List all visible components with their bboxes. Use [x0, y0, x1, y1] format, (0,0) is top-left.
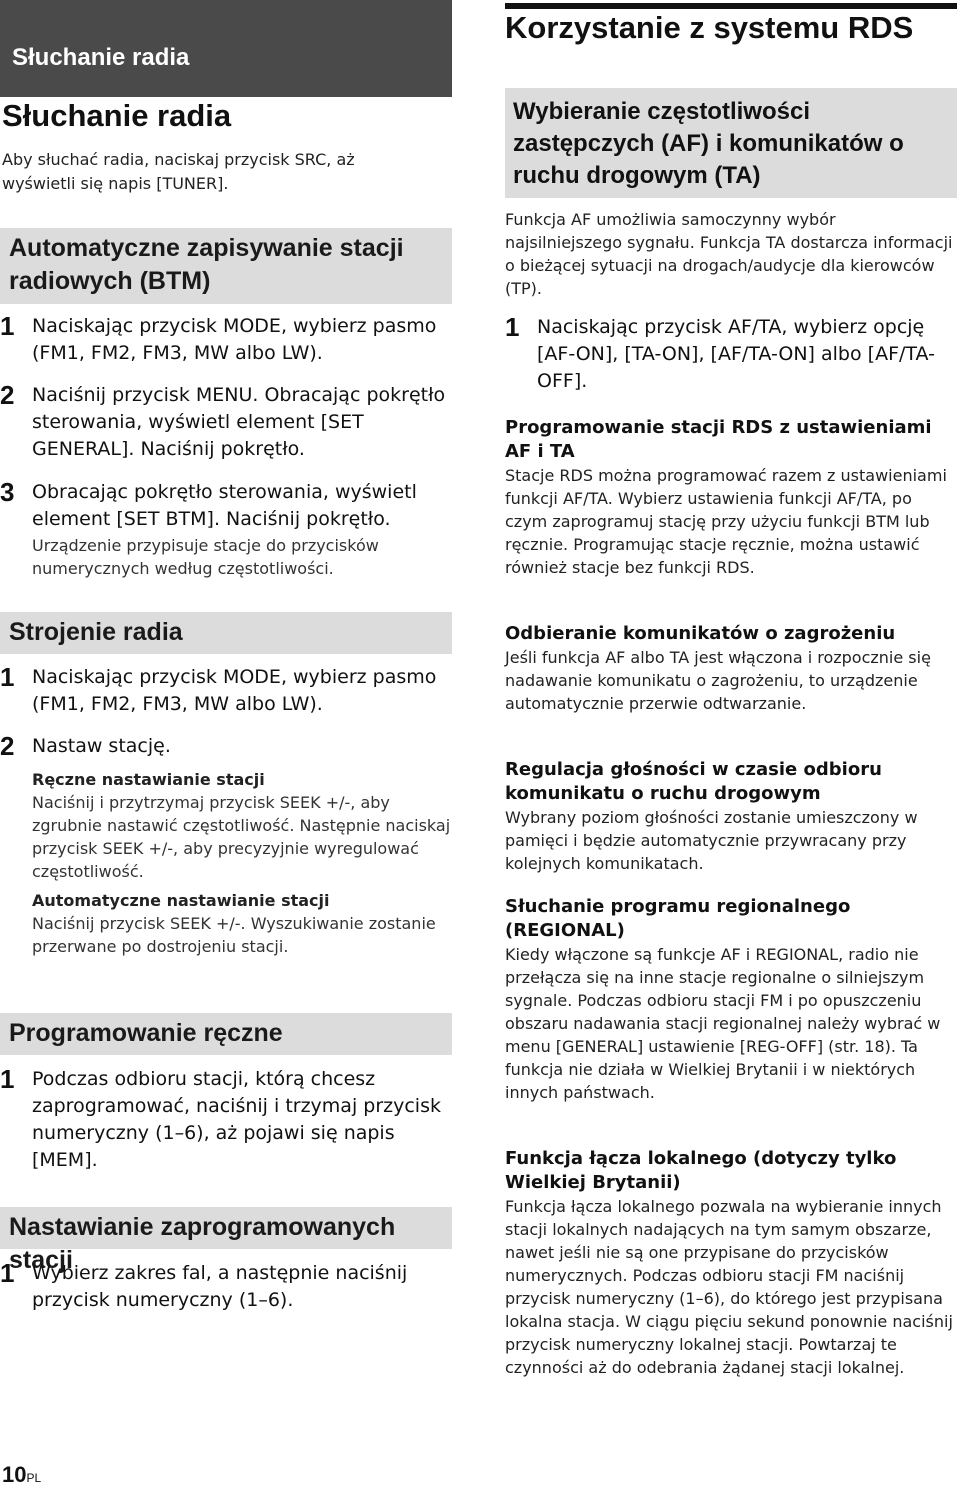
step-text: Naciskając przycisk AF/TA, wybierz opcję [AF-ON], [TA-ON], [AF/TA-ON] albo [AF/TA-OFF].	[537, 316, 935, 392]
page-language: PL	[26, 1471, 42, 1485]
section-tab-label: Słuchanie radia	[12, 44, 190, 71]
rds-section-title-1: Programowanie stacji RDS z ustawieniami AF i TA	[505, 417, 932, 462]
rds-intro: Funkcja AF umożliwia samoczynny wybór najsilniejszego sygnału. Funkcja TA dostarcza informacji o bieżącej sytuacji na drogach/audycje dla kierowców (TP).	[505, 210, 953, 298]
page-title: Słuchanie radia	[2, 98, 232, 133]
step-number: 1	[0, 1258, 15, 1288]
rds-section-text-4: Kiedy włączone są funkcje AF i REGIONAL, radio nie przełącza się na inne stacje regionalne o silniejszym sygnale. Podczas odbioru stacji FM i po opuszczeniu obszaru nadawania stacji regionalnej należy wybrać w menu [GENERAL] ustawienie [REG-OFF] (str. 18). Ta funkcja nie działa w Wielkiej Brytanii i w niektórych innych państwach.	[505, 945, 941, 1102]
step-text: Nastaw stację.	[32, 735, 171, 757]
manual-prog-heading: Programowanie ręczne	[0, 1013, 452, 1055]
step-text: Obracając pokrętło sterowania, wyświetl element [SET BTM]. Naciśnij pokrętło.	[32, 481, 417, 530]
step-text: Naciskając przycisk MODE, wybierz pasmo (FM1, FM2, FM3, MW albo LW).	[32, 666, 437, 715]
rds-box-heading: Wybieranie częstotliwości zastępczych (AF) i komunikatów o ruchu drogowym (TA)	[505, 88, 957, 198]
btm-note: Urządzenie przypisuje stacje do przycisków numerycznych według częstotliwości.	[32, 536, 379, 578]
auto-tuning-title: Automatyczne nastawianie stacji	[32, 891, 330, 910]
rds-section-title-4: Słuchanie programu regionalnego (REGIONAL)	[505, 896, 851, 941]
section-tab	[0, 0, 452, 97]
step-number: 3	[0, 477, 15, 507]
rds-section-text-2: Jeśli funkcja AF albo TA jest włączona i rozpocznie się nadawanie komunikatu o zagrożeniu, to urządzenie automatycznie przerwie odtwarzanie.	[505, 648, 931, 713]
step-number: 1	[0, 1064, 15, 1094]
rds-section-title-3: Regulacja głośności w czasie odbioru komunikatu o ruchu drogowym	[505, 759, 882, 804]
step-number: 1	[0, 311, 15, 341]
step-number: 2	[0, 731, 15, 761]
tuning-heading: Strojenie radia	[0, 612, 452, 654]
preset-heading: Nastawianie zaprogramowanych stacji	[0, 1207, 452, 1249]
rds-section-text-1: Stacje RDS można programować razem z ustawieniami funkcji AF/TA. Wybierz ustawienia funkcji AF/TA, po czym zaprogramuj stację przy użyciu funkcji BTM lub ręcznie. Programując stacje ręcznie, można ustawić również stacje bez funkcji RDS.	[505, 466, 947, 577]
step-number: 2	[0, 380, 15, 410]
rds-section-text-3: Wybrany poziom głośności zostanie umieszczony w pamięci i będzie automatycznie przywracany przy kolejnych komunikatach.	[505, 808, 918, 873]
step-text: Wybierz zakres fal, a następnie naciśnij przycisk numeryczny (1–6).	[32, 1262, 408, 1311]
step-text: Naciskając przycisk MODE, wybierz pasmo (FM1, FM2, FM3, MW albo LW).	[32, 315, 437, 364]
step-number: 1	[0, 662, 15, 692]
auto-tuning-text: Naciśnij przycisk SEEK +/-. Wyszukiwanie zostanie przerwane po dostrojeniu stacji.	[32, 914, 436, 956]
intro-text: Aby słuchać radia, naciskaj przycisk SRC, aż wyświetli się napis [TUNER].	[2, 150, 355, 193]
step-text: Naciśnij przycisk MENU. Obracając pokrętło sterowania, wyświetl element [SET GENERAL]. Naciśnij pokrętło.	[32, 384, 446, 460]
page-number	[2, 1462, 41, 1488]
rds-section-title-5: Funkcja łącza lokalnego (dotyczy tylko Wielkiej Brytanii)	[505, 1148, 897, 1193]
rds-section-title-2: Odbieranie komunikatów o zagrożeniu	[505, 623, 896, 644]
step-text: Podczas odbioru stacji, którą chcesz zaprogramować, naciśnij i trzymaj przycisk numeryczny (1–6), aż pojawi się napis [MEM].	[32, 1068, 441, 1171]
rds-title: Korzystanie z systemu RDS	[505, 10, 914, 45]
manual-tuning-title: Ręczne nastawianie stacji	[32, 770, 265, 789]
step-number: 1	[505, 312, 520, 342]
title-rule	[505, 3, 957, 9]
manual-tuning-text: Naciśnij i przytrzymaj przycisk SEEK +/-, aby zgrubnie nastawić częstotliwość. Następnie naciskaj przycisk SEEK +/-, aby precyzyjnie wyregulować częstotliwość.	[32, 793, 451, 881]
btm-heading: Automatyczne zapisywanie stacji radiowych (BTM)	[0, 228, 452, 304]
page-number-value: 10	[2, 1462, 27, 1487]
rds-section-text-5: Funkcja łącza lokalnego pozwala na wybieranie innych stacji lokalnych nadających na tym samym obszarze, nawet jeśli nie są one przypisane do przycisków numerycznych. Podczas odbioru stacji FM naciśnij przycisk numeryczny (1–6), do którego jest przypisana lokalna stacja. W ciągu pięciu sekund ponownie naciśnij przycisk numeryczny lokalnej stacji. Powtarzaj te czynności aż do odebrania żądanej stacji lokalnej.	[505, 1197, 953, 1377]
